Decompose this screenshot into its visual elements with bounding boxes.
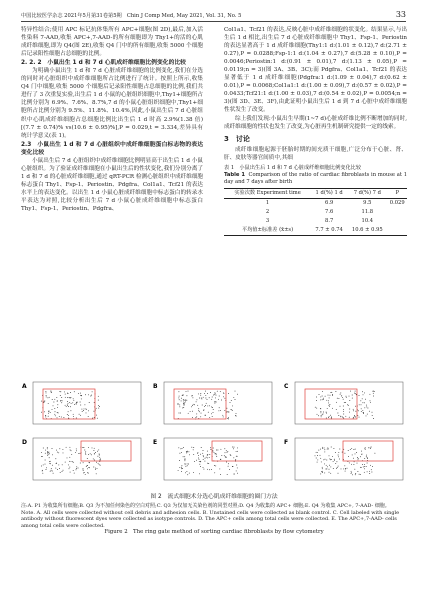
right-paragraph-2: 综上我们发现:小鼠出生早期(1~7 d)心脏成纤维比例不断增加的同时,成纤维细胞的性状也发生了改变,为心脏再生机制研究提供一定的线索。	[224, 115, 407, 130]
panel-label: C	[284, 383, 289, 390]
table-cell: 10.6 ± 0.95	[351, 227, 383, 234]
plot-frame	[33, 382, 141, 424]
table-header-cell: 7 d(%) 7 d	[353, 190, 381, 197]
flow-panel-c	[283, 379, 407, 431]
table-row	[224, 198, 407, 208]
scatter-plot	[283, 379, 407, 431]
panel-label: A	[22, 383, 27, 390]
plot-frame	[164, 382, 272, 424]
table-cell	[387, 208, 407, 217]
table-cell: 9.5	[363, 200, 372, 207]
panel-label: D	[22, 439, 27, 446]
right-column	[224, 26, 407, 236]
table-cell: 平均值±标准差 (x̄±s)	[242, 227, 294, 234]
page-number: 33	[395, 10, 406, 19]
scatter-plot	[283, 435, 407, 487]
journal-header: 中国比较医学杂志 2021年5月第31卷第5期 Chin J Comp Med, May 2021, Vol. 31, No. 5	[21, 13, 242, 19]
flow-panel-d	[21, 435, 145, 487]
figure-note	[21, 503, 407, 529]
flow-panel-a	[21, 379, 145, 431]
section-heading-2-2-2: 2. 2. 2 小鼠出生 1 d 和 7 d 心肌成纤维细胞比例变化的比较	[21, 60, 186, 67]
table-header-cell: P	[395, 190, 399, 197]
table-caption-en: Comparison of the ratio of cardiac fibroblasts in mouse at 1 day and 7 days after birth	[224, 171, 407, 185]
table-cell: 6.9	[325, 200, 334, 207]
table-cell: 2	[265, 209, 270, 216]
table-cell: 10.4	[361, 218, 374, 225]
running-header	[21, 9, 406, 19]
table-cell	[387, 226, 407, 236]
flow-panel-e	[152, 435, 276, 487]
panel-label: B	[153, 383, 158, 390]
scatter-plot	[152, 435, 276, 487]
table-cell: 8.7	[325, 218, 334, 225]
table-header-cell: 实验次数 Experiment time	[234, 190, 301, 197]
figure-title-zh: 图 2 流式细胞术分选心肌成纤维细胞的圈门方法	[150, 494, 278, 500]
table-row	[224, 208, 407, 217]
section-heading-2-3: 2.3 小鼠出生 1 d 和 7 d 心脏组织中成纤维细胞蛋白标志物的表达变化比较	[21, 141, 203, 156]
ratio-table	[224, 188, 407, 236]
plot-frame	[295, 438, 403, 480]
plot-frame	[33, 438, 141, 480]
left-paragraph-2: 为明确小鼠出生 1 d 和 7 d 心脏成纤维细胞的比例变化,我们在分选的同时对心脏组织中成纤维细胞所占比例进行了统计。按照上所示,收集 Q4 门中细胞,收集 5000 个细胞后记录阳性细胞占总细胞的比例,我们共进行了 3 次重复实验,出生后 1 d 小鼠的心脏组织细胞中,Thy1+细胞所占比例分别为 6.9%、7.6%、8.7%,7 d 的小鼠心脏组织细胞中,Thy1+细胞所占比例分别为 9.5%、11.8%、10.4%,因此,小鼠出生后 7 d 心脏组织中心肌成纤维细胞占总细胞比例比出生后 1 d 时高 2.9%(1.38 倍)[(7.7 ± 0.74)% vs(10.6 ± 0.95)%],P = 0.029,t = 3.334,差异具有统计学意义(表 1)。	[21, 68, 203, 139]
figure-note-en: Note. A. All cells were collected without cell debris and adhesion cells. B. Unstained cells were collected as blank control. C. Cell labeled with single antibody without fluorescent dyes were collected as isotype controls. D. The APC+ cells among total cells were collected. E. The APC+,7-AAD- cells among total cells were collected.	[21, 509, 400, 529]
right-paragraph-1: Col1a1、Tcf21 的表达,反映心脏中成纤维细胞的状变化。结果显示,与出生后 1 d 相比,出生后 7 d 心脏成纤维细胞中 Thy1、Fsp-1、Periostin 的表达显著高于 1 d 成纤维细胞(Thy1:1 d:(1.01 ± 0.12),7 d:(2.71 ± 0.27),P = 0.0288;Fsp-1:1 d:(1.04 ± 0.27),7 d:(5.28 ± 0.10),P = 0.0046;Periostin:1 d:(0.91 ± 0.01),7 d:(1.13 ± 0.05),P = 0.0119;n = 3)(图 3A、3B、3C);而 Pdgfra、Col1a1、Tcf21 的表达显著低于 1 d 成纤维细胞(Pdgfra:1 d:(1.09 ± 0.04),7 d:(0.62 ± 0.01),P = 0.0068;Col1a1:1 d:(1.00 ± 0.09),7 d:(0.57 ± 0.02),P = 0.0433;Tcf21:1 d:(1.00 ± 0.03),7 d:(0.54 ± 0.02),P = 0.0054;n = 3)(图 3D、3E、3F),由此证明小鼠出生后 1 d 到 7 d 心脏中成纤维细胞性状发生了改变。	[224, 27, 407, 114]
table-caption-en-label: Table 1	[224, 171, 245, 178]
table-row	[224, 226, 407, 236]
header-rule	[21, 21, 406, 22]
scatter-plot	[21, 435, 145, 487]
table-header-cell: 1 d(%) 1 d	[315, 190, 343, 197]
table-cell: 7.7 ± 0.74	[315, 227, 343, 234]
panel-label: E	[153, 439, 158, 446]
section-heading-3: 3 讨论	[224, 134, 250, 143]
table-caption-zh: 表 1 小鼠出生后 1 d 和 7 d 心脏成纤维细胞比例变化比较	[224, 164, 362, 171]
flow-panel-b	[152, 379, 276, 431]
panel-label: F	[284, 439, 289, 446]
table-row	[224, 217, 407, 226]
figure-note-zh: 注:A. P1 为收集所有细胞;B. Q3 为不加任何染色的空白对照;C. Q3 为仅加无关染色剂的同型对照;D. Q4 为收集的 APC+ 细胞;E. Q4 为收集 APC+, 7-AAD- 细胞。	[21, 503, 390, 509]
table-cell	[387, 217, 407, 226]
table-cell: 3	[265, 218, 270, 225]
table-cell: 0.029	[389, 200, 405, 207]
table-cell: 7.6	[325, 209, 334, 216]
left-paragraph-1: 特异性结合;使用 APC 标记抗体集所有 APC+细胞(图 2D),最后,加入活性染料 7-AAD,收集 APC+,7-AAD-的所有细胞即为 Thy1+的活的心肌成纤维细胞,即为 Q4(图 2E),收集 Q4 门中的所有细胞,收集 5000 个细胞后记录阳性细胞占总细胞的比例。	[21, 27, 203, 58]
left-paragraph-3: 小鼠出生后 7 d 心脏组织中成纤维细胞比例明显高于出生后 1 d 小鼠心脏组织。为了验证成纤维细胞在小鼠出生后的性状变化,我们分别分离了 1 d 和 7 d 的心脏成纤维细胞,通过 qRT-PCR 检测心脏组织中成纤维细胞标志蛋白 Thy1、Fsp-1、Periostin、Pdgfra、Col1a1、Tcf21 的表达水平上的表达变化。以出生 1 d 小鼠心脏成纤维细胞中标志蛋白的转录水平表达为对照,比较分析出生后 7 d 小鼠心脏成纤维细胞中标志蛋白 Thy1、Fsp-1、Periostin、Pdgfra、	[21, 157, 204, 213]
scatter-plot	[152, 379, 276, 431]
scatter-plot	[21, 379, 145, 431]
table-cell: 1	[265, 200, 270, 207]
flow-cytometry-figure	[21, 379, 407, 487]
left-column	[21, 26, 203, 213]
plot-frame	[295, 382, 403, 424]
plot-frame	[164, 438, 272, 480]
table-caption	[224, 165, 407, 186]
figure-title-en: Figure 2 The ring gate method of sorting cardiac fibroblasts by flow cytometry	[104, 529, 324, 535]
flow-panel-f	[283, 435, 407, 487]
right-paragraph-3: 成纤维细胞起源于胚胎时期的间充质干细胞,广泛分布于心脏、肾、肝、皮肤等器官间质中,其细	[224, 146, 407, 161]
table-cell: 11.8	[361, 209, 374, 216]
